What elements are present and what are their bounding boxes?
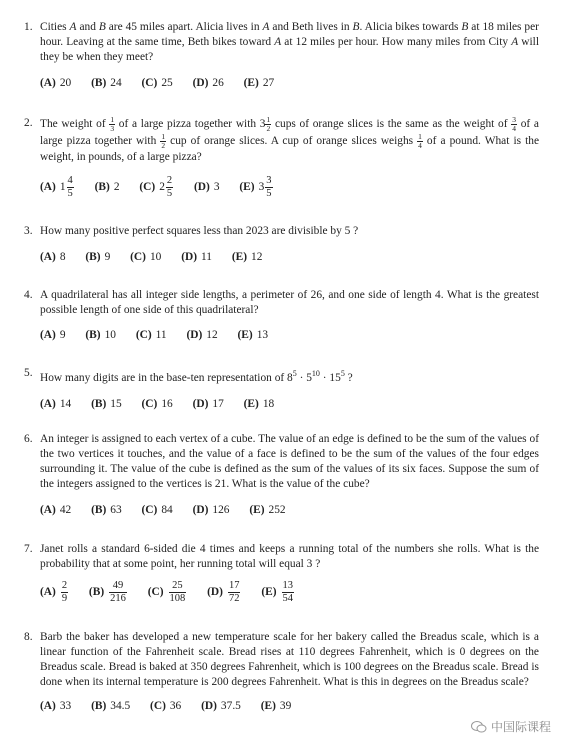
choice-d: (D) 11: [181, 251, 212, 263]
choice-d: (D) 12: [186, 329, 218, 341]
choice-c: (C) 36: [150, 700, 182, 712]
choice-b: (B) $\frac{49}{216}$: [88, 580, 126, 604]
choice-e: (E) 12: [231, 251, 263, 263]
choice-d: (D) 3: [194, 181, 220, 194]
problem-number: 1.: [24, 21, 33, 33]
problem-number: 3.: [24, 225, 33, 237]
choice-b: (B) 24: [91, 77, 122, 89]
choice-a: (A) $\frac{2}{9}$: [40, 580, 68, 604]
choice-d: (D) 37.5: [201, 700, 241, 712]
fraction: $\frac{1}{2}$: [161, 132, 166, 150]
choice-b: (B) 63: [91, 504, 122, 516]
answer-choices: [24, 700, 539, 712]
problem-4-text: 4. A quadrilateral has all integer side lengths, a perimeter of 26, and one side of length 4. What is the greatest possible length of one side of this quadrilateral?: [24, 289, 539, 316]
problem-3: [24, 224, 539, 263]
problem-6-text: 6. An integer is assigned to each vertex of a cube. The value of an edge is defined to be the sum of the values of the two vertices it touches, and the value of a face is defined to be the sum of the values of the four edges surrounding it. The value of the cube is defined as the sum of the values of its six faces. Suppose the sum of the integers assigned to the vertices is 21. What is the value of the cube?: [24, 433, 539, 490]
problem-8-text: 8. Barb the baker has developed a new temperature scale for her bakery called the Breadus scale, which is a linear function of the Fahrenheit scale. Bread rises at 110 degrees Fahrenheit, which is 0 degrees on the Breadus scale. Bread is baked at 350 degrees Fahrenheit, which is 100 degrees on the Breadus scale. Bread is done when its internal temperature is 200 degrees Fahrenheit. What is this in degrees on the Breadus scale?: [24, 631, 539, 688]
problem-5: [24, 366, 539, 410]
problem-8: [24, 630, 539, 712]
choice-b: (B) 10: [85, 329, 116, 341]
problem-2-text: 2. The weight of $\frac{1}{3}$ of a large pizza together with 3 $\frac{1}{2}$ cups of orange slices is the same as the weight of $\frac{3}{4}$ of a large pizza together with $\frac{1}{2}$ cup of orange slices. A cup of orange slices weighs $\frac{1}{4}$ of a pound. What is the weight, in pounds, of a large pizza?: [24, 115, 539, 163]
fraction: $\frac{1}{2}$: [266, 115, 271, 133]
choice-c: (C) 2 $\frac{2}{5}$: [139, 175, 173, 199]
choice-c: (C) 16: [141, 397, 173, 410]
choice-c: (C) 10: [130, 251, 162, 263]
problem-number: 4.: [24, 289, 33, 301]
choice-a: (A) 9: [40, 329, 66, 341]
choice-b: (B) 15: [91, 397, 122, 410]
choice-b: (B) 9: [85, 251, 111, 263]
choice-a: (A) 33: [40, 700, 72, 712]
choice-e: (E) 18: [243, 397, 275, 410]
watermark: [471, 718, 551, 735]
answer-choices: [24, 504, 539, 516]
problem-number: 8.: [24, 631, 33, 643]
choice-e: (E) 252: [249, 504, 286, 516]
choice-e: (E) $\frac{13}{54}$: [261, 580, 293, 604]
watermark-text: 中国际课程: [490, 720, 551, 734]
choice-b: (B) 34.5: [91, 700, 131, 712]
problem-number: 2.: [24, 117, 33, 129]
fraction: $\frac{1}{4}$: [418, 132, 422, 150]
choice-e: (E) 3 $\frac{3}{5}$: [239, 175, 272, 199]
choice-e: (E) 13: [237, 329, 269, 341]
problem-3-text: 3. How many positive perfect squares less than 2023 are divisible by 5 ?: [24, 225, 359, 237]
wechat-icon: [471, 721, 487, 733]
choice-a: (A) 8: [40, 251, 66, 263]
fraction: $\frac{3}{4}$: [512, 115, 517, 133]
answer-choices: [24, 251, 539, 263]
answer-choices: [24, 329, 539, 341]
choice-a: (A) 42: [40, 504, 72, 516]
answer-choices: [24, 175, 539, 200]
choice-c: (C) 84: [141, 504, 173, 516]
choice-c: (C) 11: [135, 329, 167, 341]
answer-choices: [24, 580, 539, 605]
problem-number: 5.: [24, 367, 33, 379]
problem-4: [24, 288, 539, 341]
choice-c: (C) $\frac{25}{108}$: [147, 580, 186, 604]
choice-e: (E) 39: [260, 700, 292, 712]
problem-2: [24, 116, 539, 200]
choice-d: (D) 17: [192, 397, 224, 410]
choice-a: (A) 1 $\frac{4}{5}$: [40, 175, 73, 199]
fraction: $\frac{1}{3}$: [110, 115, 115, 133]
choice-e: (E) 27: [243, 77, 275, 89]
problem-5-text: 5. How many digits are in the base-ten representation of $8^5 \cdot 5^{10} \cdot 15^5$ ?: [24, 367, 353, 384]
choice-a: (A) 20: [40, 77, 72, 89]
problem-1-text: 1. Cities A and B are 45 miles apart. Alicia lives in A and Beth lives in B. Alicia bikes towards B at 18 miles per hour. Leaving at the same time, Beth bikes toward A at 12 miles per hour. How many miles from City A will they be when they meet?: [24, 21, 539, 63]
problem-1: [24, 20, 539, 89]
answer-choices: [24, 77, 539, 89]
problem-6: [24, 432, 539, 516]
choice-d: (D) $\frac{17}{72}$: [207, 580, 240, 604]
choice-d: (D) 126: [192, 504, 230, 516]
problem-number: 7.: [24, 543, 33, 555]
choice-d: (D) 26: [192, 77, 224, 89]
choice-b: (B) 2: [94, 181, 120, 194]
choice-a: (A) 14: [40, 397, 72, 410]
answer-choices: [24, 398, 539, 410]
problem-number: 6.: [24, 433, 33, 445]
problem-7: [24, 542, 539, 605]
problem-7-text: 7. Janet rolls a standard 6-sided die 4 times and keeps a running total of the numbers she rolls. What is the probability that at some point, her running total will equal 3 ?: [24, 543, 539, 570]
choice-c: (C) 25: [141, 77, 173, 89]
